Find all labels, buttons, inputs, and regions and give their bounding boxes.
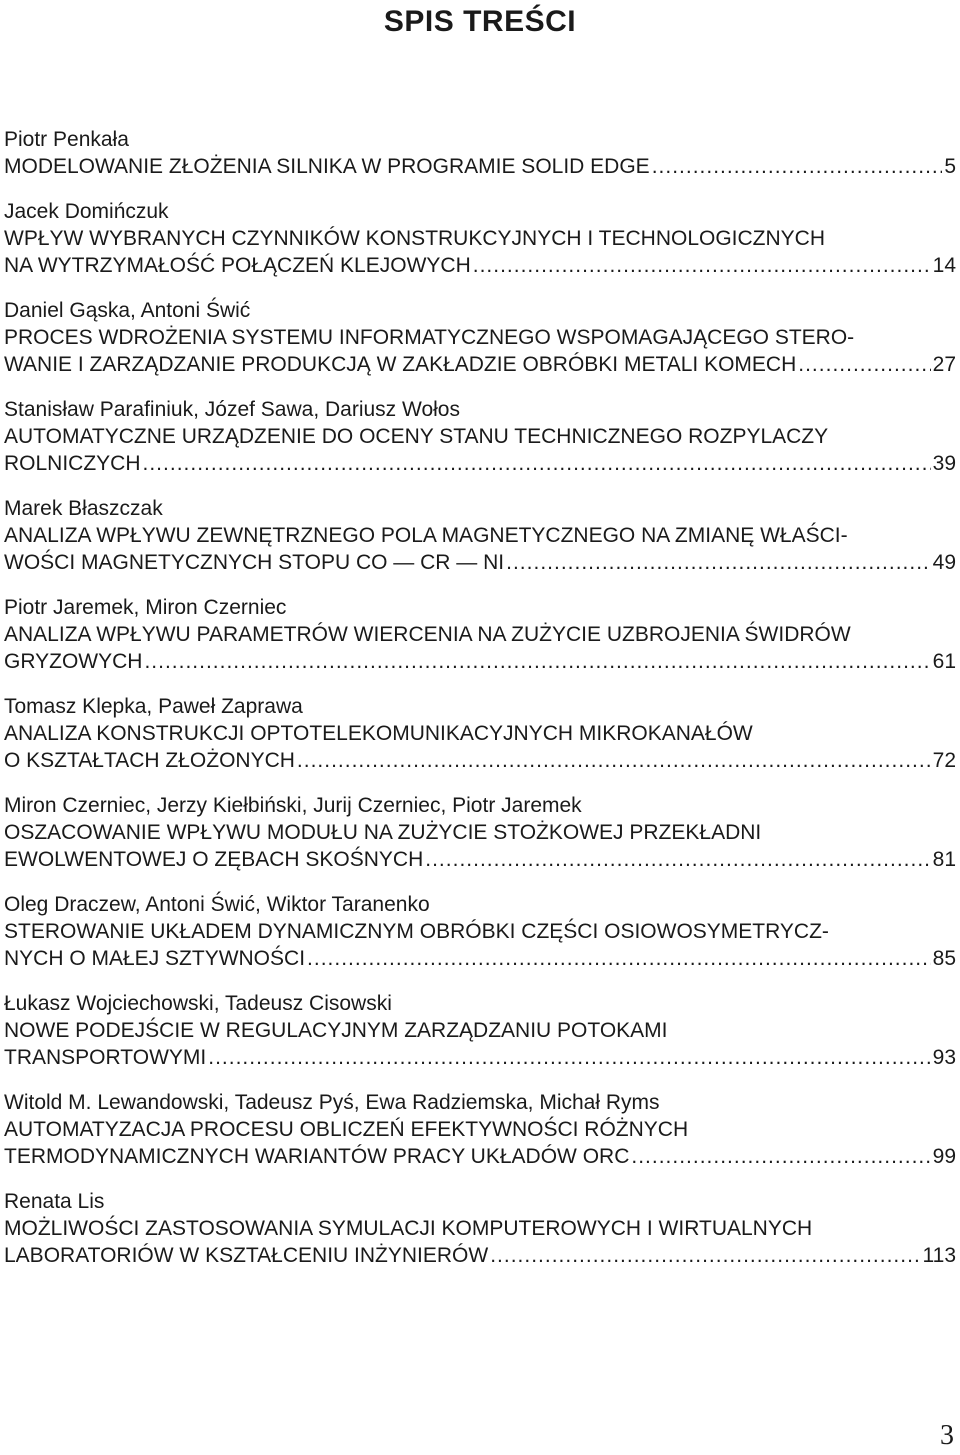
toc-entry-title-text: EWOLWENTOWEJ O ZĘBACH SKOŚNYCH xyxy=(4,848,424,871)
toc-entry-title-text: TRANSPORTOWYMI xyxy=(4,1046,207,1069)
dot-leader xyxy=(798,351,930,378)
toc-entry-page: 5 xyxy=(944,155,956,178)
toc-entry-title-last-line xyxy=(4,450,956,477)
toc-entry-title-line: AUTOMATYZACJA PROCESU OBLICZEŃ EFEKTYWNOŚCI RÓŻNYCH xyxy=(4,1118,689,1141)
toc-entry-title-line: ANALIZA WPŁYWU PARAMETRÓW WIERCENIA NA ZUŻYCIE UZBROJENIA ŚWIDRÓW xyxy=(4,623,851,646)
toc-entry-title-text: WOŚCI MAGNETYCZNYCH STOPU CO — CR — NI xyxy=(4,551,505,574)
toc-entry-page: 99 xyxy=(932,1145,956,1168)
toc-entry-title-last-line xyxy=(4,1242,956,1269)
page-title: SPIS TREŚCI xyxy=(383,5,577,38)
toc-entry-title-last-line xyxy=(4,846,956,873)
toc-entry-title-line: PROCES WDROŻENIA SYSTEMU INFORMATYCZNEGO WSPOMAGAJĄCEGO STERO- xyxy=(4,326,855,349)
toc-entry-title-line: NOWE PODEJŚCIE W REGULACYJNYM ZARZĄDZANIU POTOKAMI xyxy=(4,1019,668,1042)
toc-entry-title-line: ANALIZA KONSTRUKCJI OPTOTELEKOMUNIKACYJNYCH MIKROKANAŁÓW xyxy=(4,722,753,745)
toc-entry-title-line: OSZACOWANIE WPŁYWU MODUŁU NA ZUŻYCIE STOŻKOWEJ PRZEKŁADNI xyxy=(4,821,762,844)
toc-entry xyxy=(4,495,956,576)
toc-entry-page: 49 xyxy=(932,551,956,574)
dot-leader xyxy=(307,945,931,972)
toc-entry xyxy=(4,126,956,180)
toc-entry xyxy=(4,1089,956,1170)
toc-entry-title-last-line xyxy=(4,747,956,774)
toc-entry-page: 93 xyxy=(932,1046,956,1069)
toc-entry-title-text: LABORATORIÓW W KSZTAŁCENIU INŻYNIERÓW xyxy=(4,1244,489,1267)
dot-leader xyxy=(143,450,931,477)
dot-leader xyxy=(473,252,931,279)
toc-entry-title-text: GRYZOWYCH xyxy=(4,650,143,673)
toc-entry-author: Oleg Draczew, Antoni Świć, Wiktor Taranenko xyxy=(4,893,430,916)
toc-entry-title-text: NYCH O MAŁEJ SZTYWNOŚCI xyxy=(4,947,306,970)
toc-entry-title-line: STEROWANIE UKŁADEM DYNAMICZNYM OBRÓBKI CZĘŚCI OSIOWOSYMETRYCZ- xyxy=(4,920,829,943)
toc-entry-author: Tomasz Klepka, Paweł Zaprawa xyxy=(4,695,303,718)
toc-entry-author: Stanisław Parafiniuk, Józef Sawa, Dariusz Wołos xyxy=(4,398,460,421)
dot-leader xyxy=(297,747,931,774)
toc-entry-author: Marek Błaszczak xyxy=(4,497,163,520)
toc-entry xyxy=(4,891,956,972)
toc-entry-title-text: TERMODYNAMICZNYCH WARIANTÓW PRACY UKŁADÓW ORC xyxy=(4,1145,630,1168)
toc-entry-page: 81 xyxy=(932,848,956,871)
dot-leader xyxy=(208,1044,930,1071)
page-number: 3 xyxy=(940,1420,954,1451)
toc-entry-title-last-line xyxy=(4,252,956,279)
toc-entry-author: Renata Lis xyxy=(4,1190,105,1213)
toc-entry xyxy=(4,1188,956,1269)
toc-entry xyxy=(4,198,956,279)
toc-entry-title-text: MODELOWANIE ZŁOŻENIA SILNIKA W PROGRAMIE SOLID EDGE xyxy=(4,155,650,178)
toc-entry xyxy=(4,396,956,477)
dot-leader xyxy=(425,846,930,873)
toc-entry-title-last-line xyxy=(4,549,956,576)
toc-entry-page: 72 xyxy=(932,749,956,772)
toc-entry-title-last-line xyxy=(4,648,956,675)
toc-entry xyxy=(4,990,956,1071)
toc-entry-title-text: O KSZTAŁTACH ZŁOŻONYCH xyxy=(4,749,295,772)
toc-entry-author: Miron Czerniec, Jerzy Kiełbiński, Jurij Czerniec, Piotr Jaremek xyxy=(4,794,582,817)
toc-entry-title-line: MOŻLIWOŚCI ZASTOSOWANIA SYMULACJI KOMPUTEROWYCH I WIRTUALNYCH xyxy=(4,1217,813,1240)
toc-entry-title-line: AUTOMATYCZNE URZĄDZENIE DO OCENY STANU TECHNICZNEGO ROZPYLACZY xyxy=(4,425,829,448)
dot-leader xyxy=(652,153,943,180)
toc-entry-page: 14 xyxy=(932,254,956,277)
toc-entry-title-line: WPŁYW WYBRANYCH CZYNNIKÓW KONSTRUKCYJNYCH I TECHNOLOGICZNYCH xyxy=(4,227,825,250)
toc-entry-author: Witold M. Lewandowski, Tadeusz Pyś, Ewa Radziemska, Michał Ryms xyxy=(4,1091,660,1114)
toc-entry-title-text: ROLNICZYCH xyxy=(4,452,141,475)
toc-entry-title-last-line xyxy=(4,1143,956,1170)
dot-leader xyxy=(506,549,931,576)
toc-entry-page: 113 xyxy=(922,1244,956,1267)
toc-entry-title-text: WANIE I ZARZĄDZANIE PRODUKCJĄ W ZAKŁADZIE OBRÓBKI METALI KOMECH xyxy=(4,353,797,376)
dot-leader xyxy=(631,1143,930,1170)
toc-entry xyxy=(4,297,956,378)
toc-entry-author: Jacek Domińczuk xyxy=(4,200,169,223)
toc-entry-author: Piotr Jaremek, Miron Czerniec xyxy=(4,596,287,619)
dot-leader xyxy=(490,1242,920,1269)
toc-entry-author: Łukasz Wojciechowski, Tadeusz Cisowski xyxy=(4,992,392,1015)
toc-entry xyxy=(4,693,956,774)
table-of-contents xyxy=(4,126,956,1287)
toc-entry-author: Daniel Gąska, Antoni Świć xyxy=(4,299,251,322)
toc-entry-page: 39 xyxy=(932,452,956,475)
toc-entry-title-last-line xyxy=(4,945,956,972)
toc-entry xyxy=(4,594,956,675)
toc-entry-page: 27 xyxy=(932,353,956,376)
toc-entry-title-last-line xyxy=(4,351,956,378)
toc-entry-title-last-line xyxy=(4,153,956,180)
toc-entry-title-text: NA WYTRZYMAŁOŚĆ POŁĄCZEŃ KLEJOWYCH xyxy=(4,254,471,277)
toc-entry-author: Piotr Penkała xyxy=(4,128,129,151)
toc-entry-page: 61 xyxy=(932,650,956,673)
toc-entry-page: 85 xyxy=(932,947,956,970)
dot-leader xyxy=(144,648,930,675)
toc-entry xyxy=(4,792,956,873)
toc-entry-title-line: ANALIZA WPŁYWU ZEWNĘTRZNEGO POLA MAGNETYCZNEGO NA ZMIANĘ WŁAŚCI- xyxy=(4,524,848,547)
toc-entry-title-last-line xyxy=(4,1044,956,1071)
